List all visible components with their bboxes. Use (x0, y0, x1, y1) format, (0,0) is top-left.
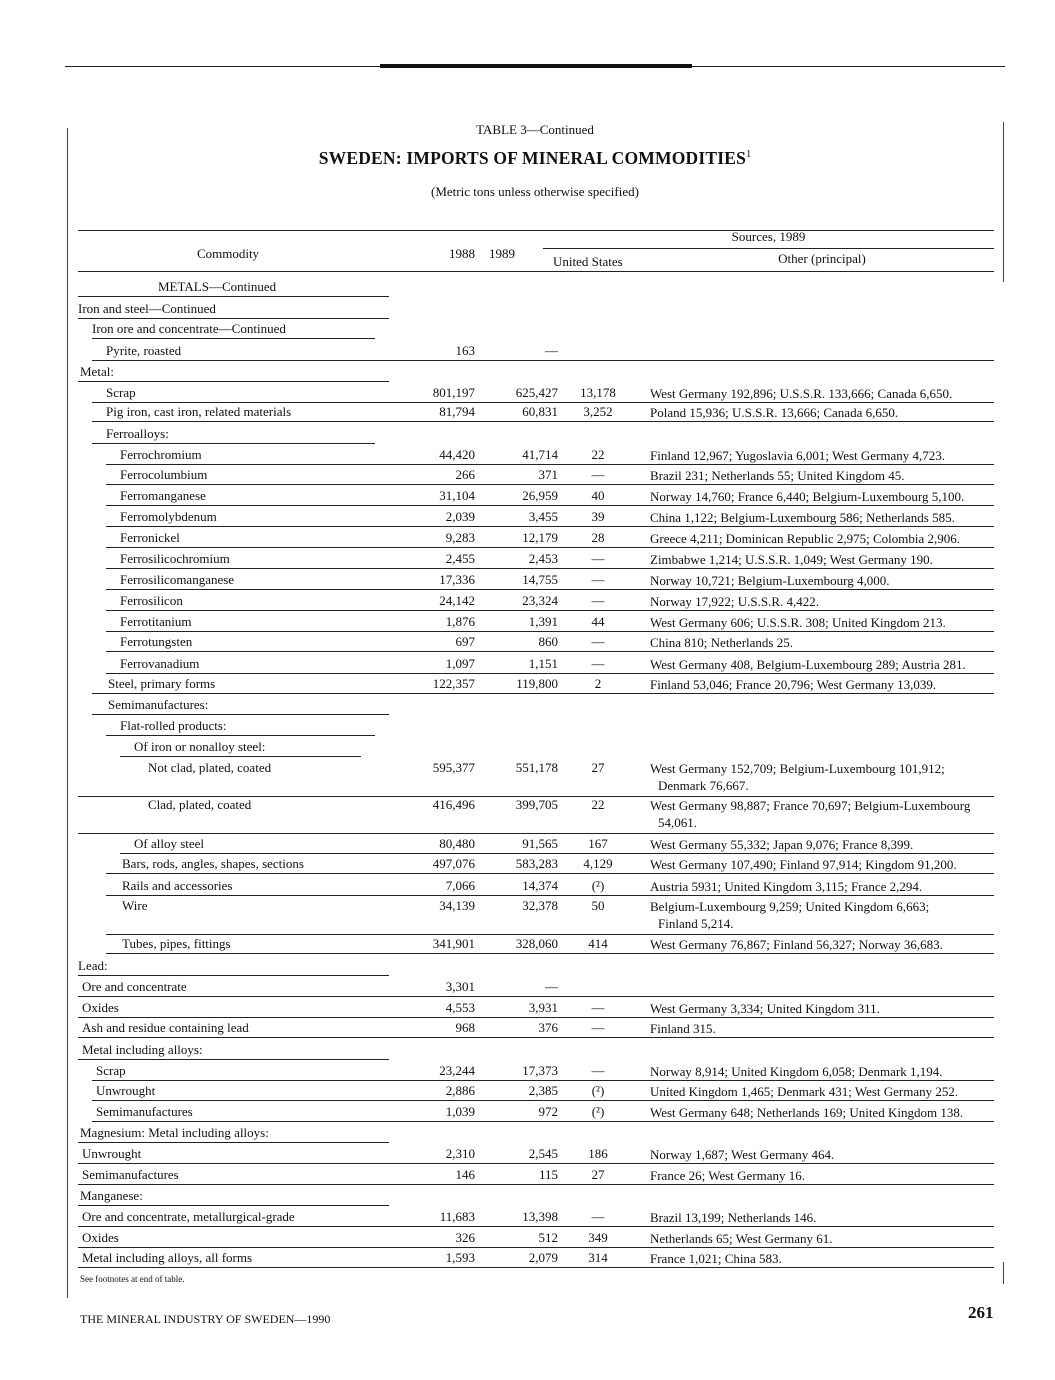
commodity-label: Bars, rods, angles, shapes, sections (122, 856, 304, 871)
value-united-states: 3,252 (583, 404, 613, 419)
value-1988: 23,244 (439, 1063, 475, 1078)
value-1989: 17,373 (522, 1063, 558, 1078)
other-sources-continuation: Denmark 76,667. (658, 778, 749, 793)
commodity-label: Ferrosilicochromium (120, 551, 230, 566)
value-united-states: 22 (591, 447, 605, 462)
value-1989: 119,800 (516, 676, 558, 691)
other-sources-text: Brazil 231; Netherlands 55; United Kingdom 45. (650, 468, 905, 483)
value-1989: 512 (538, 1230, 558, 1245)
value-united-states: 167 (588, 836, 608, 851)
row-rule (106, 484, 994, 485)
value-1988: 266 (455, 467, 475, 482)
commodity-label: Magnesium: Metal including alloys: (80, 1125, 269, 1140)
row-rule (106, 873, 994, 874)
commodity-label: Metal including alloys, all forms (82, 1250, 253, 1265)
other-sources-text: West Germany 152,709; Belgium-Luxembourg 101,912; (650, 761, 945, 776)
commodity-label: Iron and steel—Continued (78, 301, 216, 316)
value-united-states: (²) (591, 1104, 605, 1119)
other-sources (650, 878, 995, 895)
row-rule (78, 975, 389, 976)
value-united-states: 4,129 (583, 856, 613, 871)
other-sources (650, 593, 995, 610)
commodity-label: Scrap (106, 385, 136, 400)
commodity-label: Ferrosilicomanganese (120, 572, 235, 587)
value-1989: 1,391 (528, 614, 558, 629)
value-united-states: 414 (588, 936, 608, 951)
other-sources-text: Zimbabwe 1,214; U.S.S.R. 1,049; West Germany 190. (650, 552, 933, 567)
header-sources: Sources, 1989 (731, 229, 806, 244)
page-title (0, 148, 1055, 169)
commodity-label: Ash and residue containing lead (82, 1020, 249, 1035)
value-1989: — (545, 343, 558, 358)
row-rule (78, 1163, 994, 1164)
other-sources-text: West Germany 98,887; France 70,697; Belgium-Luxembourg (650, 798, 971, 813)
row-rule (92, 360, 994, 361)
value-united-states: 13,178 (580, 385, 616, 400)
commodity-label: Ferrochromium (120, 447, 202, 462)
value-united-states: 44 (591, 614, 605, 629)
value-1989: 376 (538, 1020, 558, 1035)
commodity-label: Unwrought (82, 1146, 142, 1161)
header-1988: 1988 (449, 246, 475, 261)
commodity-label: Oxides (82, 1000, 119, 1015)
other-sources (650, 656, 995, 673)
value-1989: 26,959 (522, 488, 558, 503)
other-sources (650, 551, 995, 568)
value-united-states: 27 (591, 760, 605, 775)
other-sources-text: France 1,021; China 583. (650, 1251, 782, 1266)
commodity-label: Flat-rolled products: (120, 718, 227, 733)
other-sources-text: Austria 5931; United Kingdom 3,115; France 2,294. (650, 879, 923, 894)
commodity-label: Pig iron, cast iron, related materials (106, 404, 292, 419)
row-rule (92, 1121, 994, 1122)
value-united-states: — (591, 572, 605, 587)
value-1989: 41,714 (522, 447, 558, 462)
value-1989: 2,079 (528, 1250, 558, 1265)
other-sources-text: West Germany 192,896; U.S.S.R. 133,666; Canada 6,650. (650, 386, 953, 401)
other-sources-text: Norway 1,687; West Germany 464. (650, 1147, 835, 1162)
page-number: 261 (968, 1303, 994, 1322)
other-sources-text: Norway 8,914; United Kingdom 6,058; Denmark 1,194. (650, 1064, 943, 1079)
commodity-label: Metal: (80, 364, 114, 379)
row-rule (106, 464, 994, 465)
value-1989: 399,705 (515, 797, 558, 812)
commodity-label: Ferroalloys: (106, 426, 169, 441)
value-1989: — (545, 979, 558, 994)
other-sources (650, 836, 995, 853)
value-1988: 2,310 (445, 1146, 475, 1161)
commodity-label: Clad, plated, coated (148, 797, 252, 812)
value-1988: 31,104 (439, 488, 475, 503)
other-sources-text: West Germany 648; Netherlands 169; United Kingdom 138. (650, 1105, 964, 1120)
other-sources-text: Belgium-Luxembourg 9,259; United Kingdom 6,663; (650, 899, 930, 914)
other-sources-text: Finland 53,046; France 20,796; West Germany 13,039. (650, 677, 937, 692)
row-rule (78, 1059, 389, 1060)
commodity-label: Iron ore and concentrate—Continued (92, 321, 286, 336)
value-1989: 14,374 (522, 878, 558, 893)
other-sources (650, 856, 995, 873)
row-rule (78, 296, 389, 297)
row-rule (78, 1017, 994, 1018)
table-caption: TABLE 3—Continued (476, 122, 594, 137)
header-commodity: Commodity (196, 246, 260, 261)
other-sources (650, 936, 995, 953)
row-rule (106, 610, 994, 611)
value-1988: 146 (455, 1167, 475, 1182)
commodity-label: Ore and concentrate (82, 979, 187, 994)
value-united-states: — (591, 1209, 605, 1224)
value-united-states: — (591, 1020, 605, 1035)
other-sources-text: Norway 14,760; France 6,440; Belgium-Luxembourg 5,100. (650, 489, 965, 504)
other-sources (650, 1230, 995, 1247)
commodity-label: Ferrosilicon (120, 593, 183, 608)
commodity-label: Pyrite, roasted (106, 343, 182, 358)
value-1988: 24,142 (439, 593, 475, 608)
value-united-states: 22 (591, 797, 605, 812)
commodity-label: Steel, primary forms (108, 676, 216, 691)
row-rule (92, 693, 994, 694)
value-1988: 497,076 (432, 856, 475, 871)
commodity-label: Not clad, plated, coated (148, 760, 272, 775)
header-1989: 1989 (489, 246, 515, 261)
value-1988: 697 (455, 634, 475, 649)
value-united-states: — (591, 593, 605, 608)
value-1989: 625,427 (515, 385, 558, 400)
other-sources (650, 404, 995, 421)
value-1988: 801,197 (432, 385, 475, 400)
value-1988: 595,377 (432, 760, 475, 775)
other-sources (650, 898, 995, 932)
value-1989: 860 (538, 634, 558, 649)
footnote: See footnotes at end of table. (80, 1274, 185, 1284)
commodity-label: Unwrought (96, 1083, 156, 1098)
other-sources (650, 385, 995, 402)
row-rule (78, 381, 389, 382)
commodity-label: Semimanufactures: (108, 697, 209, 712)
value-united-states: 349 (588, 1230, 608, 1245)
other-sources-text: Greece 4,211; Dominican Republic 2,975; Colombia 2,906. (650, 531, 961, 546)
value-united-states: — (591, 1000, 605, 1015)
commodity-label: Wire (122, 898, 148, 913)
header-bottom-rule (78, 271, 994, 272)
value-united-states: — (591, 1063, 605, 1078)
value-1988: 44,420 (439, 447, 475, 462)
value-1988: 81,794 (439, 404, 475, 419)
value-1988: 326 (455, 1230, 475, 1245)
value-1988: 341,901 (432, 936, 475, 951)
value-1988: 7,066 (445, 878, 475, 893)
value-united-states: 50 (591, 898, 605, 913)
other-sources-text: Norway 17,922; U.S.S.R. 4,422. (650, 594, 820, 609)
row-rule (106, 568, 994, 569)
other-sources-text: Norway 10,721; Belgium-Luxembourg 4,000. (650, 573, 890, 588)
value-1988: 34,139 (439, 898, 475, 913)
value-united-states: 2 (594, 676, 602, 691)
value-1989: 3,455 (528, 509, 558, 524)
other-sources (650, 447, 995, 464)
value-1988: 17,336 (439, 572, 475, 587)
value-united-states: (²) (591, 878, 605, 893)
value-1989: 328,060 (515, 936, 558, 951)
page-footer: THE MINERAL INDUSTRY OF SWEDEN—1990 (80, 1312, 331, 1326)
value-1988: 11,683 (439, 1209, 475, 1224)
value-1989: 583,283 (515, 856, 558, 871)
commodity-label: Rails and accessories (122, 878, 233, 893)
other-sources (650, 676, 995, 693)
commodity-label: Ferrotitanium (120, 614, 192, 629)
row-rule (78, 1184, 994, 1185)
row-rule (106, 505, 994, 506)
commodity-label: Tubes, pipes, fittings (122, 936, 231, 951)
other-sources-text: China 810; Netherlands 25. (650, 635, 793, 650)
row-rule (78, 1142, 389, 1143)
row-rule (106, 895, 994, 896)
value-1989: 3,931 (528, 1000, 558, 1015)
top-rule-thick (380, 64, 692, 68)
value-united-states: — (591, 551, 605, 566)
value-1989: 2,453 (528, 551, 558, 566)
commodity-label: Semimanufactures (82, 1167, 179, 1182)
value-1988: 1,593 (445, 1250, 475, 1265)
value-united-states: 27 (591, 1167, 605, 1182)
other-sources (650, 1250, 995, 1267)
other-sources (650, 1020, 995, 1037)
value-1989: 32,378 (522, 898, 558, 913)
value-1988: 416,496 (432, 797, 475, 812)
other-sources (650, 1000, 995, 1017)
row-rule (106, 589, 994, 590)
row-rule (78, 1226, 994, 1227)
commodity-label: Ferrovanadium (120, 656, 200, 671)
value-1989: 13,398 (522, 1209, 558, 1224)
other-sources-text: France 26; West Germany 16. (650, 1168, 806, 1183)
left-margin-line (67, 128, 68, 1298)
other-sources (650, 1146, 995, 1163)
value-1988: 968 (455, 1020, 475, 1035)
value-united-states: 314 (588, 1250, 608, 1265)
value-1988: 1,039 (445, 1104, 475, 1119)
value-united-states: (²) (591, 1083, 605, 1098)
value-1988: 163 (455, 343, 475, 358)
value-united-states: — (591, 634, 605, 649)
value-1989: 2,385 (528, 1083, 558, 1098)
right-margin-line (1003, 122, 1004, 282)
title-footnote-mark: 1 (746, 149, 752, 161)
value-united-states: 39 (591, 509, 605, 524)
other-sources (650, 509, 995, 526)
row-rule (92, 402, 994, 403)
other-sources-continuation: Finland 5,214. (658, 916, 734, 931)
value-1988: 2,886 (445, 1083, 475, 1098)
other-sources (650, 1063, 995, 1080)
value-1988: 2,039 (445, 509, 475, 524)
other-sources (650, 634, 995, 651)
commodity-label: Lead: (78, 958, 108, 973)
title-text: SWEDEN: IMPORTS OF MINERAL COMMODITIES (318, 148, 747, 168)
other-sources (650, 530, 995, 547)
commodity-label: Metal including alloys: (82, 1042, 203, 1057)
row-rule (92, 714, 389, 715)
row-rule (120, 756, 361, 757)
row-rule (106, 651, 994, 652)
other-sources-text: West Germany 408, Belgium-Luxembourg 289; Austria 281. (650, 657, 966, 672)
other-sources-text: West Germany 76,867; Finland 56,327; Norway 36,683. (650, 937, 943, 952)
other-sources-text: Finland 315. (650, 1021, 716, 1036)
other-sources (650, 1209, 995, 1226)
other-sources-continuation: 54,061. (658, 815, 697, 830)
header-united-states: United States (553, 254, 623, 269)
row-rule (92, 338, 375, 339)
value-1989: 972 (538, 1104, 558, 1119)
row-rule (106, 526, 994, 527)
value-1988: 1,876 (445, 614, 475, 629)
row-rule (92, 421, 994, 422)
value-1988: 122,357 (432, 676, 475, 691)
other-sources-text: West Germany 107,490; Finland 97,914; Kingdom 91,200. (650, 857, 957, 872)
row-rule (106, 631, 994, 632)
commodity-label: Of alloy steel (134, 836, 205, 851)
other-sources (650, 1083, 995, 1100)
commodity-label: METALS—Continued (158, 279, 277, 294)
value-1989: 115 (538, 1167, 558, 1182)
header-other: Other (principal) (778, 251, 866, 266)
value-1989: 551,178 (515, 760, 558, 775)
value-1989: 12,179 (522, 530, 558, 545)
other-sources (650, 488, 995, 505)
row-rule (78, 318, 389, 319)
value-united-states: — (591, 467, 605, 482)
other-sources-text: Finland 12,967; Yugoslavia 6,001; West Germany 4,723. (650, 448, 946, 463)
other-sources-text: West Germany 55,332; Japan 9,076; France 8,399. (650, 837, 914, 852)
other-sources-text: West Germany 3,334; United Kingdom 311. (650, 1001, 880, 1016)
value-united-states: 40 (591, 488, 605, 503)
row-rule (106, 934, 994, 935)
row-rule (78, 1037, 994, 1038)
commodity-label: Ferromanganese (120, 488, 206, 503)
commodity-label: Ferrotungsten (120, 634, 193, 649)
value-1988: 4,553 (445, 1000, 475, 1015)
other-sources-text: Netherlands 65; West Germany 61. (650, 1231, 833, 1246)
value-1988: 3,301 (445, 979, 475, 994)
row-rule (106, 547, 994, 548)
other-sources (650, 614, 995, 631)
value-united-states: 186 (588, 1146, 608, 1161)
value-1989: 371 (538, 467, 558, 482)
other-sources (650, 1104, 995, 1121)
value-united-states: 28 (591, 530, 605, 545)
value-1989: 91,565 (522, 836, 558, 851)
value-1988: 9,283 (445, 530, 475, 545)
row-rule (78, 833, 994, 834)
value-1988: 80,480 (439, 836, 475, 851)
row-rule (92, 1080, 994, 1081)
value-1989: 60,831 (522, 404, 558, 419)
commodity-label: Oxides (82, 1230, 119, 1245)
other-sources-text: West Germany 606; U.S.S.R. 308; United Kingdom 213. (650, 615, 946, 630)
commodity-label: Semimanufactures (96, 1104, 193, 1119)
value-1989: 14,755 (522, 572, 558, 587)
commodity-label: Ferromolybdenum (120, 509, 217, 524)
row-rule (120, 853, 994, 854)
row-rule (106, 673, 994, 674)
other-sources-text: Brazil 13,199; Netherlands 146. (650, 1210, 817, 1225)
row-rule (78, 1205, 389, 1206)
row-rule (78, 996, 994, 997)
other-sources (650, 467, 995, 484)
row-rule (78, 1247, 994, 1248)
right-margin-line-bottom (1003, 1262, 1004, 1284)
commodity-label: Manganese: (80, 1188, 143, 1203)
other-sources-text: Poland 15,936; U.S.S.R. 13,666; Canada 6,650. (650, 405, 899, 420)
value-1989: 1,151 (528, 656, 558, 671)
row-rule (106, 953, 994, 954)
other-sources (650, 1167, 995, 1184)
commodity-label: Ferronickel (120, 530, 180, 545)
row-rule (106, 735, 375, 736)
commodity-label: Ore and concentrate, metallurgical-grade (82, 1209, 295, 1224)
commodity-label: Scrap (96, 1063, 126, 1078)
other-sources (650, 797, 995, 831)
row-rule (78, 1267, 994, 1268)
row-rule (92, 443, 375, 444)
value-1989: 23,324 (522, 593, 558, 608)
other-sources (650, 572, 995, 589)
other-sources (650, 760, 995, 794)
value-united-states: — (591, 656, 605, 671)
other-sources-text: China 1,122; Belgium-Luxembourg 586; Netherlands 585. (650, 510, 955, 525)
header-sources-rule (543, 248, 994, 249)
other-sources-text: United Kingdom 1,465; Denmark 431; West Germany 252. (650, 1084, 959, 1099)
row-rule (92, 1100, 994, 1101)
value-1989: 2,545 (528, 1146, 558, 1161)
table-subtitle: (Metric tons unless otherwise specified) (431, 184, 639, 199)
value-1988: 2,455 (445, 551, 475, 566)
commodity-label: Ferrocolumbium (120, 467, 208, 482)
value-1988: 1,097 (445, 656, 475, 671)
commodity-label: Of iron or nonalloy steel: (134, 739, 266, 754)
